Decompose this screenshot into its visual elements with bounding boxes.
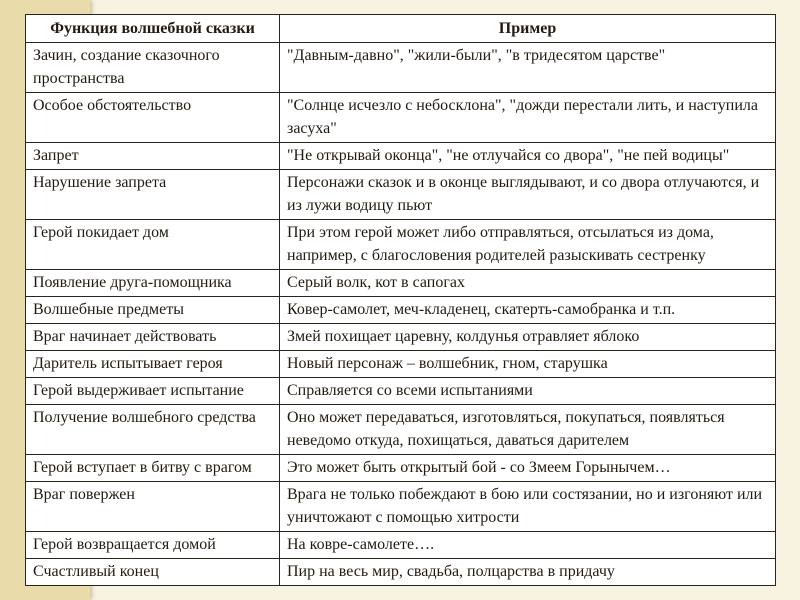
example-cell: Пир на весь мир, свадьба, полцарства в придачу (280, 559, 776, 586)
example-cell: При этом герой может либо отправляться, отсылаться из дома, например, с благословения родителей разыскивать сестренку (280, 220, 776, 270)
example-cell: На ковре-самолете…. (280, 532, 776, 559)
header-example: Пример (280, 15, 776, 43)
function-cell: Зачин, создание сказочного пространства (26, 43, 280, 93)
fairy-tale-functions-table (25, 14, 776, 586)
table-row (26, 455, 776, 482)
function-cell: Появление друга-помощника (26, 270, 280, 297)
function-cell: Получение волшебного средства (26, 405, 280, 455)
example-cell: Новый персонаж – волшебник, гном, старушка (280, 351, 776, 378)
table-row (26, 170, 776, 220)
table-row (26, 270, 776, 297)
example-cell: Врага не только побеждают в бою или состязании, но и изгоняют или уничтожают с помощью хитрости (280, 482, 776, 532)
table-row (26, 324, 776, 351)
function-cell: Герой покидает дом (26, 220, 280, 270)
table-row (26, 93, 776, 143)
example-cell: Серый волк, кот в сапогах (280, 270, 776, 297)
function-cell: Счастливый конец (26, 559, 280, 586)
example-cell: Ковер-самолет, меч-кладенец, скатерть-самобранка и т.п. (280, 297, 776, 324)
table-row (26, 143, 776, 170)
header-row (26, 15, 776, 43)
table-row (26, 482, 776, 532)
table-row (26, 297, 776, 324)
table-row (26, 378, 776, 405)
example-cell: Это может быть открытый бой - со Змеем Горынычем… (280, 455, 776, 482)
function-cell: Нарушение запрета (26, 170, 280, 220)
example-cell: Оно может передаваться, изготовляться, покупаться, появляться неведомо откуда, похищаться, даваться дарителем (280, 405, 776, 455)
function-cell: Герой возвращается домой (26, 532, 280, 559)
function-cell: Враг повержен (26, 482, 280, 532)
table-row (26, 405, 776, 455)
function-cell: Враг начинает действовать (26, 324, 280, 351)
example-cell: Персонажи сказок и в оконце выглядывают, и со двора отлучаются, и из лужи водицу пьют (280, 170, 776, 220)
function-cell: Запрет (26, 143, 280, 170)
example-cell: "Давным-давно", "жили-были", "в тридесятом царстве" (280, 43, 776, 93)
example-cell: "Солнце исчезло с небосклона", "дожди перестали лить, и наступила засуха" (280, 93, 776, 143)
function-cell: Даритель испытывает героя (26, 351, 280, 378)
example-cell: Справляется со всеми испытаниями (280, 378, 776, 405)
table-row (26, 532, 776, 559)
function-cell: Герой вступает в битву с врагом (26, 455, 280, 482)
function-cell: Герой выдерживает испытание (26, 378, 280, 405)
example-cell: Змей похищает царевну, колдунья отравляет яблоко (280, 324, 776, 351)
table-row (26, 43, 776, 93)
header-function: Функция волшебной сказки (26, 15, 280, 43)
table-row (26, 220, 776, 270)
table-row (26, 559, 776, 586)
table-body (26, 43, 776, 586)
table-row (26, 351, 776, 378)
function-cell: Волшебные предметы (26, 297, 280, 324)
function-cell: Особое обстоятельство (26, 93, 280, 143)
example-cell: "Не открывай оконца", "не отлучайся со двора", "не пей водицы" (280, 143, 776, 170)
